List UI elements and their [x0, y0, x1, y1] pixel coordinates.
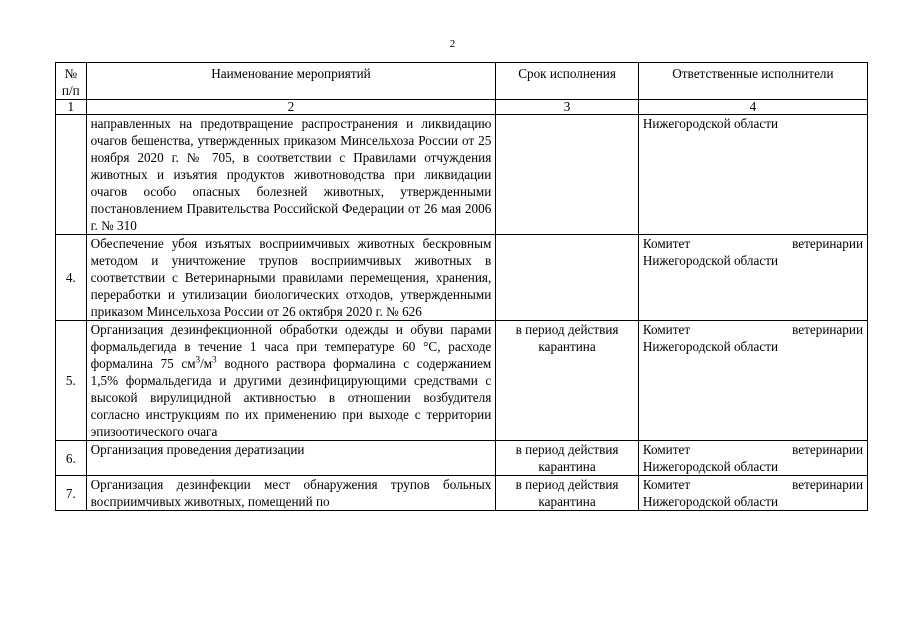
responsible-word2: ветеринарии [792, 477, 863, 492]
row-deadline [496, 235, 639, 321]
responsible-line2: Нижегородской области [642, 253, 779, 268]
column-number-4: 4 [638, 100, 867, 115]
row-responsible [638, 115, 867, 235]
responsible-line1 [643, 321, 863, 338]
responsible-word1: Комитет [642, 236, 691, 251]
row-measure: направленных на предотвращение распространения и ликвидацию очагов бешенства, утвержденных приказом Минсельхоза России от 25 ноября 2020 г. № 705, в соответствии с Правилами отчуждения животных и изъятия продуктов животноводства при ликвидации очагов особо опасных болезней животных, утвержденными постановлением Правительства Российской Федерации от 26 мая 2006 г. № 310 [86, 115, 496, 235]
row-deadline: в период действия карантина [496, 441, 639, 476]
row-responsible [638, 235, 867, 321]
table-row [56, 115, 868, 235]
column-number-1: 1 [56, 100, 87, 115]
header-measures: Наименование мероприятий [86, 63, 496, 100]
row-measure: Организация дезинфекции мест обнаружения трупов больных восприимчивых животных, помещений по [86, 476, 496, 511]
row-number: 6. [56, 441, 87, 476]
row-deadline: в период действия карантина [496, 321, 639, 441]
table-row [56, 441, 868, 476]
column-number-3: 3 [496, 100, 639, 115]
measure-text-part2: /м [200, 356, 213, 371]
row-deadline: в период действия карантина [496, 476, 639, 511]
table-row [56, 235, 868, 321]
row-responsible [638, 441, 867, 476]
responsible-line2: Нижегородской области [642, 339, 779, 354]
row-measure [86, 321, 496, 441]
row-number: 4. [56, 235, 87, 321]
row-measure: Обеспечение убоя изъятых восприимчивых животных бескровным методом и уничтожение трупов восприимчивых животных в соответствии с Ветеринарными правилами перемещения, хранения, переработки и утилизации биологических отходов, утвержденными приказом Минсельхоза России от 26 октября 2020 г. № 626 [86, 235, 496, 321]
measures-table [55, 62, 868, 511]
header-number-line1: № [64, 66, 78, 81]
table-row [56, 476, 868, 511]
responsible-line1 [643, 235, 863, 252]
header-deadline: Срок исполнения [496, 63, 639, 100]
responsible-word2: ветеринарии [792, 442, 863, 457]
row-number: 5. [56, 321, 87, 441]
row-number: 7. [56, 476, 87, 511]
responsible-word1: Комитет [642, 322, 691, 337]
measure-text-part1: Организация дезинфекционной обработки одежды и обуви парами формальдегида в течение 1 часа при температуре 60 °С, расходе формалина 75 см [90, 322, 492, 371]
row-responsible [638, 476, 867, 511]
responsible-line2: Нижегородской области [642, 116, 779, 131]
table-row [56, 321, 868, 441]
header-number [56, 63, 87, 100]
row-measure: Организация проведения дератизации [86, 441, 496, 476]
header-number-line2: п/п [61, 83, 80, 98]
column-number-row [56, 100, 868, 115]
responsible-word2: ветеринарии [792, 236, 863, 251]
measure-text-part3: водного раствора формалина с содержанием 1,5% формальдегида и другими дезинфицирующими средствами с высокой вирулицидной активностью в отношении возбудителя согласно инструкциям по их применению при выходе с территории эпизоотического очага [90, 356, 492, 439]
responsible-word2: ветеринарии [792, 322, 863, 337]
superscript-1: 3 [195, 354, 201, 365]
table-header-row [56, 63, 868, 100]
row-responsible [638, 321, 867, 441]
row-deadline [496, 115, 639, 235]
responsible-line1 [643, 441, 863, 458]
page-number: 2 [449, 38, 456, 50]
responsible-line2: Нижегородской области [642, 459, 779, 474]
column-number-2: 2 [86, 100, 496, 115]
responsible-word1: Комитет [642, 477, 691, 492]
responsible-line2: Нижегородской области [642, 494, 779, 509]
responsible-word1: Комитет [642, 442, 691, 457]
responsible-line1 [643, 476, 863, 493]
header-responsible: Ответственные исполнители [638, 63, 867, 100]
row-number [56, 115, 87, 235]
superscript-2: 3 [212, 354, 217, 365]
